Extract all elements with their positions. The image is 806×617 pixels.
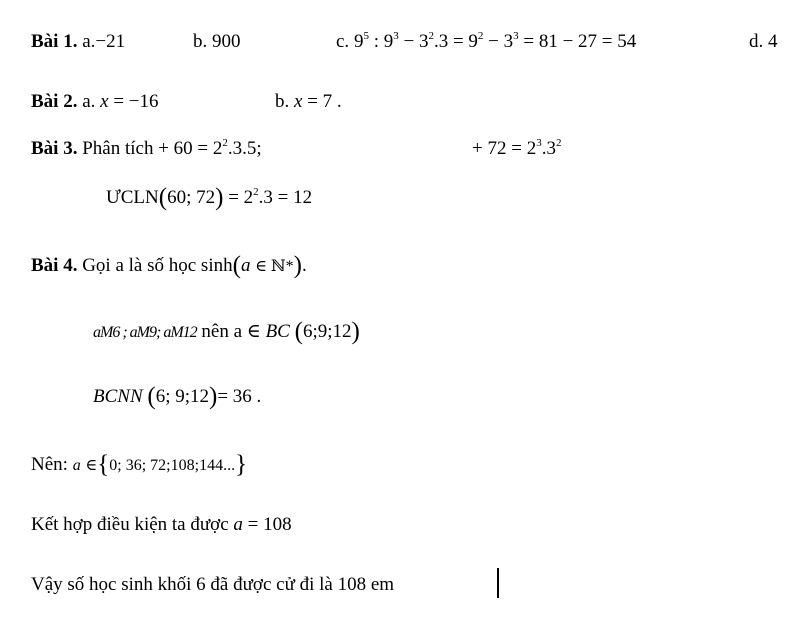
bai4-div-line [93, 319, 360, 344]
bai2-b-var: x [294, 91, 303, 112]
bai3-ucln [106, 185, 312, 210]
brace-close: } [235, 451, 248, 478]
bai2-b [275, 92, 342, 111]
c-base: 9 [468, 31, 478, 52]
c-exp: 2 [428, 30, 434, 42]
bcnn-args: 6; 9;12 [155, 386, 210, 407]
ketluan-text: Kết hợp điều kiện ta được [31, 514, 229, 535]
bai1-b [193, 32, 241, 51]
bai4-intro: Gọi a là số học sinh [82, 255, 233, 276]
bai4-label: Bài 4. [31, 255, 78, 276]
div-text: nên a ∈ [201, 321, 261, 342]
bai3-p2-lhs: + 72 = [472, 138, 522, 159]
bai2-label: Bài 2. [31, 91, 78, 112]
bai2-a-rest: = −16 [113, 91, 159, 112]
bai2-b-rest: = 7 . [307, 91, 342, 112]
bc-args: 6;9;12 [302, 321, 352, 342]
c-exp: 3 [393, 30, 399, 42]
c-mid: .3 = [433, 31, 464, 52]
c-exp: 5 [363, 30, 369, 42]
bai2-line [31, 92, 159, 111]
nen-label: Nên: [31, 454, 68, 475]
c-op: : [373, 31, 379, 52]
c-base: 9 [353, 31, 364, 52]
bc-name: BC [265, 321, 290, 342]
bai1-d-prefix: d. [749, 31, 764, 52]
bai1-d [749, 32, 778, 51]
bai3-p2-exp: 3 [536, 137, 542, 149]
ketluan-var: a [233, 514, 243, 535]
bai3-line [31, 139, 262, 158]
bai1-d-value: 4 [768, 31, 778, 52]
bai1-line [31, 32, 125, 51]
bai1-c-prefix: c. [336, 31, 350, 52]
bai1-a-value: −21 [95, 31, 126, 52]
bcnn-rest: = 36 . [217, 386, 262, 407]
bai3-p1-exp: 2 [222, 137, 228, 149]
bai4-ketluan-line [31, 515, 292, 534]
ucln-args: 60; 72 [167, 187, 216, 208]
bai3-p1-rest: .3.5; [227, 138, 262, 159]
vay-text: Vậy số học sinh khối 6 đã được cử đi là 108 em [31, 574, 395, 595]
c-base: 3 [503, 31, 514, 52]
c-exp: 2 [477, 30, 484, 42]
bai3-p1-lhs: + 60 = [158, 138, 209, 159]
ketluan-rest: = 108 [247, 514, 292, 535]
ucln-exp: 2 [253, 186, 259, 198]
bai1-b-prefix: b. [193, 31, 208, 52]
bai3-p2-base: 2 [526, 138, 537, 159]
bai2-a-prefix: a. [82, 91, 96, 112]
ucln-base: 2 [243, 187, 254, 208]
bai3-p2-mid: .3 [541, 138, 556, 159]
bai3-phrase: Phân tích [82, 138, 154, 159]
brace-open: { [97, 451, 110, 478]
bai1-c [336, 32, 636, 51]
bai3-p2 [472, 139, 561, 158]
c-op: − [488, 31, 499, 52]
paren-close: ) [215, 184, 224, 211]
bai1-a-prefix: a. [82, 31, 96, 52]
c-tail: = 81 − 27 = 54 [523, 31, 637, 52]
bai2-b-prefix: b. [275, 91, 290, 112]
paren-open: ( [294, 318, 303, 345]
ucln-eq: = [228, 187, 239, 208]
bai3-label: Bài 3. [31, 138, 78, 159]
cond-var: a [240, 255, 251, 276]
bai1-b-value: 900 [212, 31, 241, 52]
set-rel: ∈ [85, 457, 98, 474]
bcnn-name: BCNN [93, 386, 143, 407]
set-items: 0; 36; 72;108;144... [109, 457, 236, 474]
paren-close: ) [209, 383, 218, 410]
c-exp: 3 [513, 30, 519, 42]
cond-rel: ∈ ℕ* [255, 258, 294, 275]
c-base: 3 [418, 31, 429, 52]
bai4-intro-line [31, 253, 307, 278]
ucln-name: ƯCLN [106, 187, 159, 208]
bai3-p1-base: 2 [212, 138, 223, 159]
c-base: 9 [383, 31, 394, 52]
cond-end: . [301, 255, 307, 276]
div-expr: aM6 ; aM9; aM12 [93, 324, 197, 341]
ucln-rest: .3 = 12 [258, 187, 313, 208]
set-var: a [72, 457, 81, 474]
bai4-set-line [31, 452, 247, 477]
paren-open: ( [232, 252, 241, 279]
bai1-label: Bài 1. [31, 31, 78, 52]
text-cursor [497, 568, 499, 598]
paren-open: ( [158, 184, 168, 211]
bai4-vay-line [31, 575, 394, 594]
c-op: − [403, 31, 415, 52]
bai2-a-var: x [100, 91, 109, 112]
paren-close: ) [351, 318, 360, 345]
paren-close: ) [293, 252, 302, 279]
paren-open: ( [147, 383, 156, 410]
bai3-p2-exp: 2 [555, 137, 562, 149]
bai4-bcnn-line [93, 384, 261, 409]
